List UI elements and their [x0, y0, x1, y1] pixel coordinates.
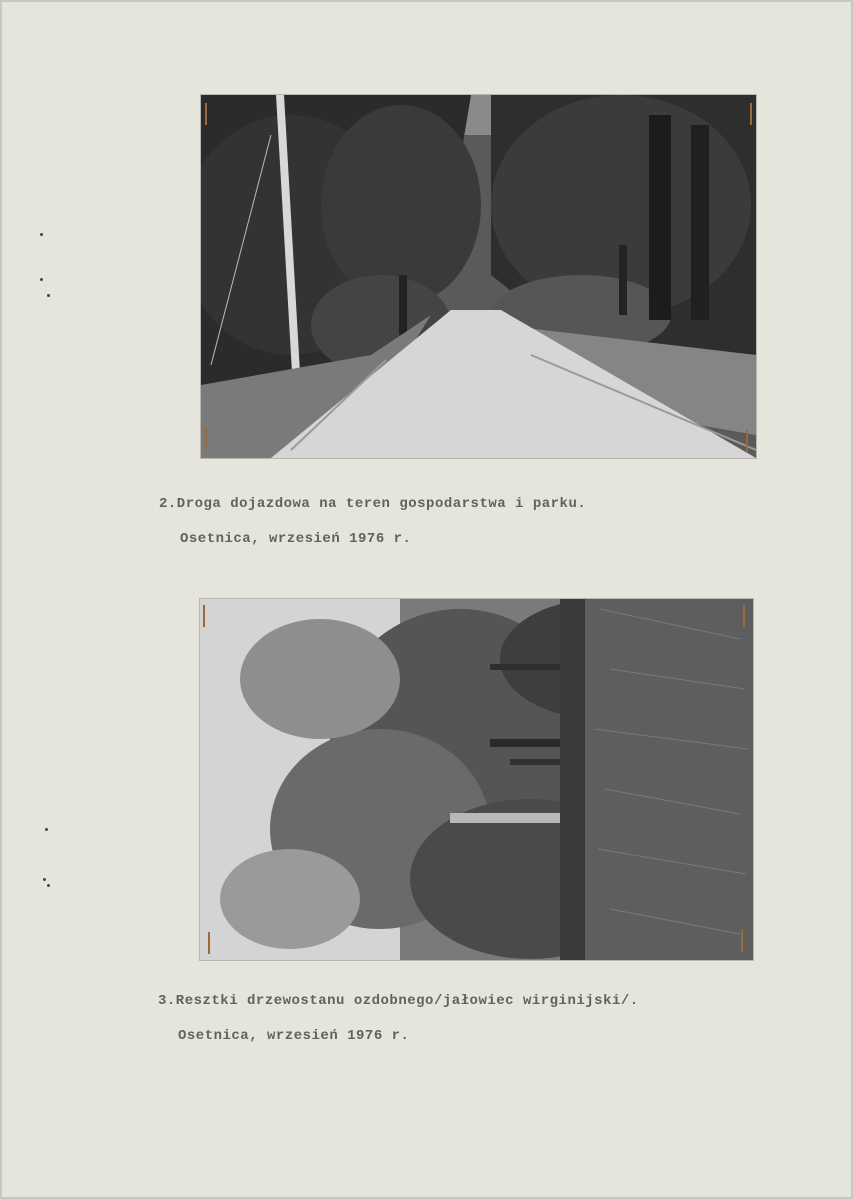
margin-dot	[45, 828, 48, 831]
photo-juniper-remnants-image	[200, 599, 753, 960]
photo-juniper-remnants	[199, 598, 754, 961]
margin-dot	[43, 878, 46, 881]
caption-photo2-line2: Osetnica, wrzesień 1976 r.	[180, 531, 412, 547]
caption-photo2-line1: 2.Droga dojazdowa na teren gospodarstwa i parku.	[159, 496, 587, 512]
photo-corner-mount	[208, 932, 210, 954]
photo-corner-mount	[203, 605, 205, 627]
photo-corner-mount	[746, 430, 748, 452]
photo-access-road-image	[201, 95, 756, 458]
photo-access-road	[200, 94, 757, 459]
photo-corner-mount	[741, 930, 743, 952]
photo-corner-mount	[750, 103, 752, 125]
margin-dot	[40, 233, 43, 236]
photo-corner-mount	[205, 103, 207, 125]
margin-dot	[47, 294, 50, 297]
caption-photo3-line2: Osetnica, wrzesień 1976 r.	[178, 1028, 410, 1044]
photo-corner-mount	[743, 605, 745, 627]
margin-dot	[40, 278, 43, 281]
caption-photo3-line1: 3.Resztki drzewostanu ozdobnego/jałowiec wirginijski/.	[158, 993, 639, 1009]
margin-dot	[47, 884, 50, 887]
photo-corner-mount	[205, 428, 207, 450]
